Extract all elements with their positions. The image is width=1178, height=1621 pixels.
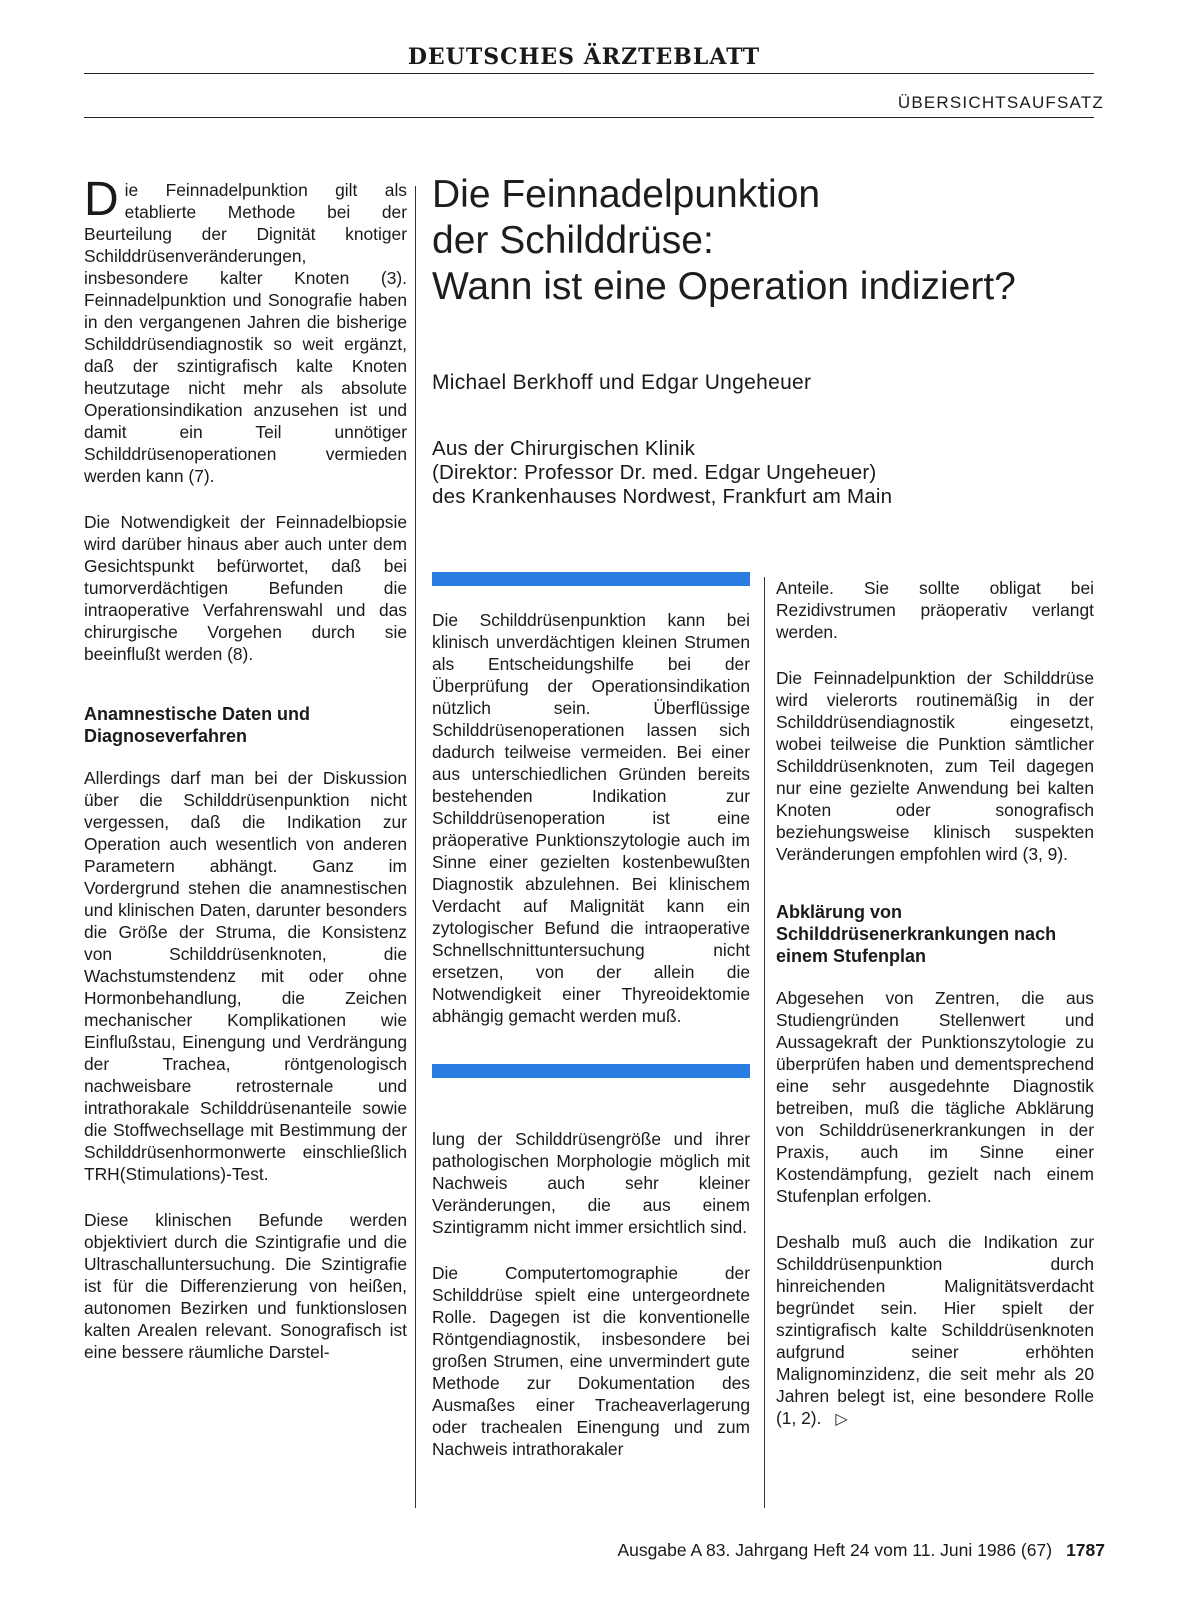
column-2 bbox=[432, 1128, 750, 1484]
affiliation bbox=[432, 437, 892, 509]
paragraph: lung der Schilddrüsengröße und ihrer pathologischen Morphologie möglich mit Nachweis auch sehr kleiner Veränderungen, die aus einem Szintigramm nicht immer ersichtlich sind. bbox=[432, 1129, 750, 1237]
drop-cap: D bbox=[84, 173, 119, 226]
paragraph: Diese klinischen Befunde werden objektiviert durch die Szintigrafie und die Ultraschalluntersuchung. Die Szintigrafie ist für die Differenzierung von heißen, autonomen Bezirken und funktionslosen kalten Arealen relevant. Sonografisch ist eine bessere räumliche Darstel- bbox=[84, 1210, 407, 1362]
intro-paragraph bbox=[84, 173, 407, 487]
summary-text: Die Schilddrüsenpunktion kann bei klinisch unverdächtigen kleinen Strumen als Entscheidungshilfe bei der Überprüfung der Operationsindikation nützlich sein. Überflüssige Schilddrüsenoperationen lassen sich dadurch teilweise vermeiden. Bei einer aus unterschiedlichen Gründen bereits bestehenden Indikation zur Schilddrüsenoperation ist eine präoperative Punktionszytologie auch im Sinne einer gezielten kostenbewußten Diagnostik abzulehnen. Bei klinischem Verdacht auf Malignität kann ein zytologischer Befund die intraoperative Schnellschnittuntersuchung nicht ersetzen, von der allein die Notwendigkeit einer Thyreoidektomie abhängig gemacht werden muß. bbox=[432, 610, 750, 1026]
header-rule bbox=[84, 117, 1094, 118]
affiliation-line: Aus der Chirurgischen Klinik bbox=[432, 437, 696, 460]
summary-box bbox=[432, 609, 750, 1027]
title-line: Die Feinnadelpunktion bbox=[432, 173, 821, 216]
column-1 bbox=[84, 173, 407, 1387]
intro-text: ie Feinnadelpunktion gilt als etablierte Methode bei der Beurteilung der Dignität knotiger Schilddrüsenveränderungen, insbesondere kalter Knoten (3). Feinnadelpunktion und Sonografie haben in den vergangenen Jahren die bisherige Schilddrüsendiagnostik so weit ergänzt, daß der szintigrafisch kalte Knoten heutzutage nicht mehr als absolute Operationsindikation anzusehen ist und damit ein Teil unnötiger Schilddrüsenoperationen vermieden werden kann (7). bbox=[84, 180, 407, 486]
page-number: 1787 bbox=[1066, 1540, 1105, 1560]
article-title bbox=[432, 172, 1112, 310]
title-line: der Schilddrüse: bbox=[432, 219, 714, 262]
section-heading: Abklärung von Schilddrüsenerkrankungen nach einem Stufenplan bbox=[776, 902, 1057, 966]
paragraph: Allerdings darf man bei der Diskussion über die Schilddrüsenpunktion nicht vergessen, daß die Indikation zur Operation auch wesentlich von anderen Parametern abhängt. Ganz im Vordergrund stehen die anamnestischen und klinischen Daten, darunter besonders die Größe der Struma, die Konsistenz von Schilddrüsenknoten, die Wachstumstendenz mit oder ohne Hormonbehandlung, die Zeichen mechanischer Komplikationen wie Einflußstau, Einengung und Verdrängung der Trachea, röntgenologisch nachweisbare retrosternale und intrathorakale Schilddrüsenanteile sowie die Stoffwechsellage mit Bestimmung der Schilddrüsenhormonwerte einschließlich TRH(Stimulations)-Test. bbox=[84, 768, 407, 1184]
issue-info: Ausgabe A 83. Jahrgang Heft 24 vom 11. Juni 1986 (67) bbox=[617, 1540, 1053, 1560]
paragraph: Die Computertomographie der Schilddrüse spielt eine untergeordnete Rolle. Dagegen ist die konventionelle Röntgendiagnostik, insbesondere bei großen Strumen, eine unvermindert gute Methode zur Dokumentation des Ausmaßes einer Tracheaverlagerung oder trachealen Einengung und zum Nachweis intrathorakaler bbox=[432, 1263, 750, 1459]
column-3 bbox=[776, 577, 1094, 1455]
summary-box-top-bar bbox=[432, 572, 750, 586]
paragraph: Die Notwendigkeit der Feinnadelbiopsie wird darüber hinaus aber auch unter dem Gesichtspunkt befürwortet, daß bei tumorverdächtigen Befunden die intraoperative Verfahrenswahl und das chirurgische Vorgehen durch sie beeinflußt werden (8). bbox=[84, 512, 407, 664]
masthead: DEUTSCHES ÄRZTEBLATT bbox=[407, 44, 761, 70]
affiliation-line: (Direktor: Professor Dr. med. Edgar Ungeheuer) bbox=[432, 461, 877, 484]
paragraph: Anteile. Sie sollte obligat bei Rezidivstrumen präoperativ verlangt werden. bbox=[776, 578, 1094, 642]
section-heading: Anamnestische Daten und Diagnoseverfahren bbox=[84, 704, 311, 746]
footer bbox=[618, 1540, 1106, 1561]
paragraph: Die Feinnadelpunktion der Schilddrüse wird vielerorts routinemäßig in der Schilddrüsendiagnostik eingesetzt, wobei teilweise die Punktion sämtlicher Schilddrüsenknoten, zum Teil dagegen nur eine gezielte Anwendung bei kalten Knoten oder sonografisch beziehungsweise klinisch suspekten Veränderungen empfohlen wird (3, 9). bbox=[776, 668, 1094, 864]
paragraph-text: Deshalb muß auch die Indikation zur Schilddrüsenpunktion durch hinreichenden Malignitätsverdacht begründet sein. Hier spielt der szintigrafisch kalte Schilddrüsenknoten aufgrund seiner erhöhten Malignominzidenz, die seit mehr als 20 Jahren belegt ist, eine besondere Rolle (1, 2). bbox=[776, 1232, 1094, 1428]
column-divider bbox=[764, 577, 765, 1508]
authors: Michael Berkhoff und Edgar Ungeheuer bbox=[432, 371, 812, 394]
summary-box-bottom-bar bbox=[432, 1064, 750, 1078]
column-divider bbox=[415, 186, 416, 1508]
masthead-rule bbox=[84, 73, 1094, 74]
paragraph: Abgesehen von Zentren, die aus Studiengründen Stellenwert und Aussagekraft der Punktionszytologie zu überprüfen haben und dementsprechend eine sehr ausgedehnte Diagnostik betreiben, muß die tägliche Abklärung von Schilddrüsenerkrankungen in der Praxis, auch im Sinne einer Kostendämpfung, gezielt nach einem Stufenplan erfolgen. bbox=[776, 988, 1094, 1206]
paragraph bbox=[776, 1231, 1094, 1431]
affiliation-line: des Krankenhauses Nordwest, Frankfurt am Main bbox=[432, 485, 893, 508]
continue-arrow-icon: ▷ bbox=[835, 1411, 848, 1428]
section-label: ÜBERSICHTSAUFSATZ bbox=[897, 93, 1104, 112]
title-line: Wann ist eine Operation indiziert? bbox=[432, 265, 1016, 308]
